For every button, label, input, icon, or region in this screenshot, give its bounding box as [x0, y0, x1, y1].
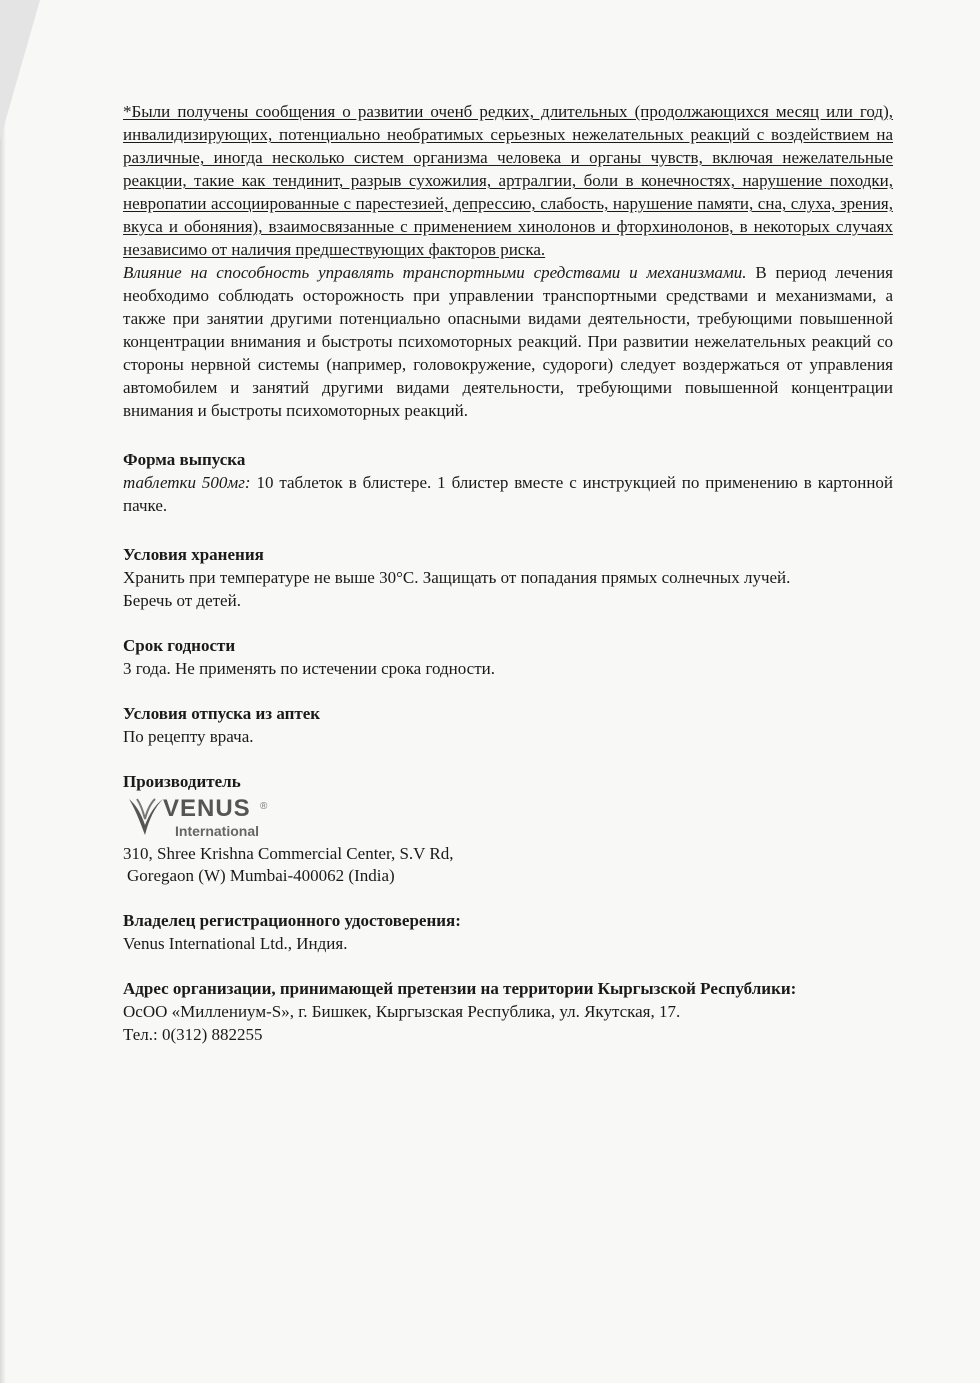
holder-title: Владелец регистрационного удостоверения: — [123, 911, 461, 930]
spacer — [123, 887, 893, 909]
spacer — [123, 422, 893, 448]
claims-title: Адрес организации, принимающей претензии на территории Кыргызской Республики: — [123, 979, 797, 998]
manufacturer-address-line2: Goregaon (W) Mumbai-400062 (India) — [127, 866, 395, 885]
venus-logo-subtitle: International — [175, 823, 260, 839]
dispensing-text: По рецепту врача. — [123, 727, 254, 746]
release-form-paragraph — [123, 471, 893, 517]
claims-text: ОсОО «Миллениум-S», г. Бишкек, Кыргызская Республика, ул. Якутская, 17. — [123, 1002, 681, 1021]
dispensing-title: Условия отпуска из аптек — [123, 704, 321, 723]
venus-logo-mark-icon — [123, 795, 167, 839]
shelf-life-title: Срок годности — [123, 636, 236, 655]
page-corner-fold — [0, 0, 40, 140]
shelf-life-text: 3 года. Не применять по истечении срока годности. — [123, 659, 495, 678]
manufacturer-address-line1: 310, Shree Krishna Commercial Center, S.V Rd, — [123, 844, 454, 863]
storage-text: Хранить при температуре не выше 30°С. Защищать от попадания прямых солнечных лучей. Беречь от детей. — [123, 568, 791, 610]
spacer — [123, 955, 893, 977]
venus-logo — [123, 795, 273, 839]
spacer — [123, 612, 893, 634]
manufacturer-title: Производитель — [123, 772, 241, 791]
venus-logo-name: VENUS — [163, 795, 251, 822]
page-edge-shadow — [0, 0, 6, 1383]
venus-logo-registered: ® — [260, 801, 268, 812]
driving-heading: Влияние на способность управлять транспортными средствами и механизмами. — [123, 263, 747, 282]
release-form-dose: таблетки 500мг: — [123, 473, 251, 492]
holder-text: Venus International Ltd., Индия. — [123, 934, 348, 953]
driving-paragraph — [123, 261, 893, 422]
spacer — [123, 748, 893, 770]
claims-phone: Тел.: 0(312) 882255 — [123, 1025, 263, 1044]
spacer — [123, 680, 893, 702]
release-form-title: Форма выпуска — [123, 450, 246, 469]
side-effects-note: *Были получены сообщения о развитии оченб редких, длительных (продолжающихся месяц или год), инвалидизирующих, потенциально необратимых серьезных нежелательных реакций с воздействием на различные, иногда несколько систем организма человека и органы чувств, включая нежелательные реакции, такие как тендинит, разрыв сухожилия, артралгии, боли в конечностях, нарушение походки, невропатии ассоциированные с парестезией, депрессию, слабость, нарушение памяти, сна, слуха, зрения, вкуса и обоняния), взаимосвязанные с применением хинолонов и фторхинолонов, в некоторых случаях независимо от наличия предшествующих факторов риска. — [123, 102, 893, 259]
spacer — [123, 517, 893, 543]
release-form-text: 10 таблеток в блистере. 1 блистер вместе с инструкцией по применению в картонной пачке. — [123, 473, 894, 515]
storage-title: Условия хранения — [123, 545, 264, 564]
document-body — [123, 100, 893, 1046]
driving-text: В период лечения необходимо соблюдать осторожность при управлении транспортными средствами и механизмами, а также при занятии другими потенциально опасными видами деятельности, требующими повышенной концентрации внимания и быстроты психомоторных реакций. При развитии нежелательных реакций со стороны нервной системы (например, головокружение, судороги) следует воздержаться от управления автомобилем и занятий другими видами деятельности, требующими повышенной концентрации внимания и быстроты психомоторных реакций. — [123, 263, 893, 420]
